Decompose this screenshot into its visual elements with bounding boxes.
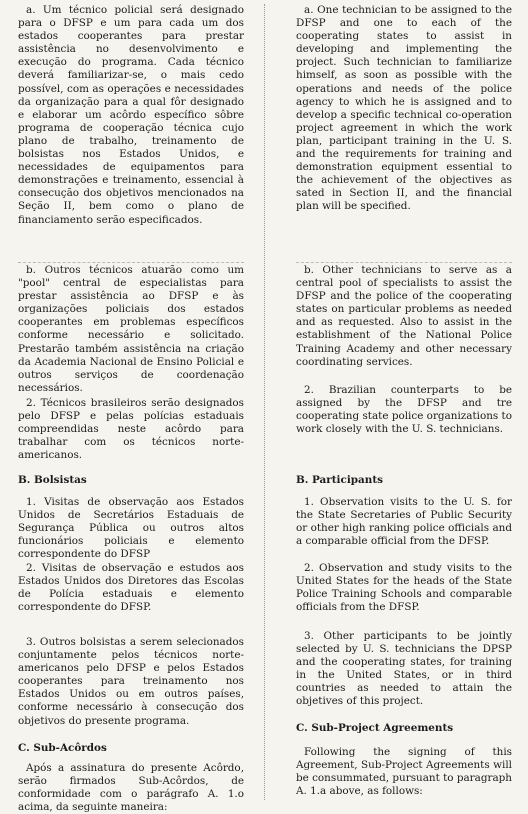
heading-participants: B. Participants: [296, 474, 383, 486]
sub-acordos-text: Após a assinatura do presente Acôrdo, serão firmados Sub-Acôrdos, de conformidade com o parágrafo A. 1.o acima, da seguinte maneira:: [18, 762, 244, 814]
sub-project-text: Following the signing of this Agreement, Sub-Project Agreements will be consummated, pursuant to paragraph A. 1.a above, as follows:: [296, 746, 512, 798]
participants-item-3: 3. Other participants to be jointly selected by U. S. technicians the DPSP and the cooperating states, for training in the United States, or in third countries as needed to attain the objetives of this project.: [296, 630, 512, 708]
heading-sub-project: C. Sub-Project Agreements: [296, 722, 454, 734]
paragraph-b-pt: b. Outros técnicos atuarão como um "pool" central de especialistas para prestar assistência ao DFSP e às organizações policiais dos estados cooperantes em problemas específicos conforme necessário e solicitado. Prestarão também assistência na criação da Academia Nacional de Ensino Policial e outros serviços de coordenação necessários.: [18, 264, 244, 394]
section-divider: [296, 262, 512, 263]
paragraph-2-en: 2. Brazilian counterparts to be assigned by the DFSP and tre cooperating state police organizations to work closely with the U. S. technicians.: [296, 384, 512, 436]
participants-item-2: 2. Observation and study visits to the United States for the heads of the State Police Training Schools and comparable officials from the DFSP.: [296, 562, 512, 614]
column-divider: [264, 4, 265, 800]
paragraph-b-en: b. Other technicians to serve as a central pool of specialists to assist the DFSP and the police of the cooperating states on particular problems as needed and as requested. Also to assist in the establishment of the National Police Training Academy and other necessary coordinating services.: [296, 264, 512, 368]
bolsistas-item-2: 2. Visitas de observação e estudos aos Estados Unidos dos Diretores das Escolas de Polícia estaduais e elemento correspondente do DFSP.: [18, 562, 244, 614]
paragraph-2-pt: 2. Técnicos brasileiros serão designados pelo DFSP e pelas polícias estaduais compreendidas neste acôrdo para trabalhar com os técnicos norte-americanos.: [18, 397, 244, 462]
heading-sub-acordos: C. Sub-Acôrdos: [18, 742, 107, 754]
participants-item-1: 1. Observation visits to the U. S. for the State Secretaries of Public Security or other high ranking police officials and a comparable official from the DFSP.: [296, 496, 512, 548]
heading-bolsistas: B. Bolsistas: [18, 474, 87, 486]
bolsistas-item-1: 1. Visitas de observação aos Estados Unidos de Secretários Estaduais de Segurança Pública ou outros altos funcionários policiais e elemento correspondente do DFSP: [18, 496, 244, 561]
bolsistas-item-3: 3. Outros bolsistas a serem selecionados conjuntamente pelos técnicos norte-americanos pelo DFSP e pelos Estados cooperantes para treinamento nos Estados Unidos ou em outros países, conforme necessário à consecução dos objetivos do presente programa.: [18, 636, 244, 727]
paragraph-a-en: a. One technician to be assigned to the DFSP and one to each of the cooperating states to assist in developing and implementing the project. Such technician to familiarize himself, as soon as possible with the operations and needs of the police agency to which he is assigned and to develop a specific technical co-operation project agreement in which the work plan, participant training in the U. S. and the requirements for training and demonstration equipment essential to the achievement of the objectives as sated in Section II, and the financial plan will be specified.: [296, 4, 512, 213]
section-divider: [18, 262, 244, 263]
paragraph-a-pt: a. Um técnico policial será designado para o DFSP e um para cada um dos estados cooperantes para prestar assistência no desenvolvimento e execução do programa. Cada técnico deverá familiarizar-se, o mais cedo possível, com as operações e necessidades da organização para a qual fôr designado e elaborar um acôrdo específico sôbre programa de cooperação técnica cujo plano de trabalho, treinamento de bolsistas nos Estados Unidos, e necessidades de equipamentos para demonstrações e treinamento, essencial à consecução dos objetivos mencionados na Seção II, bem como o plano de financiamento serão especificados.: [18, 4, 244, 226]
